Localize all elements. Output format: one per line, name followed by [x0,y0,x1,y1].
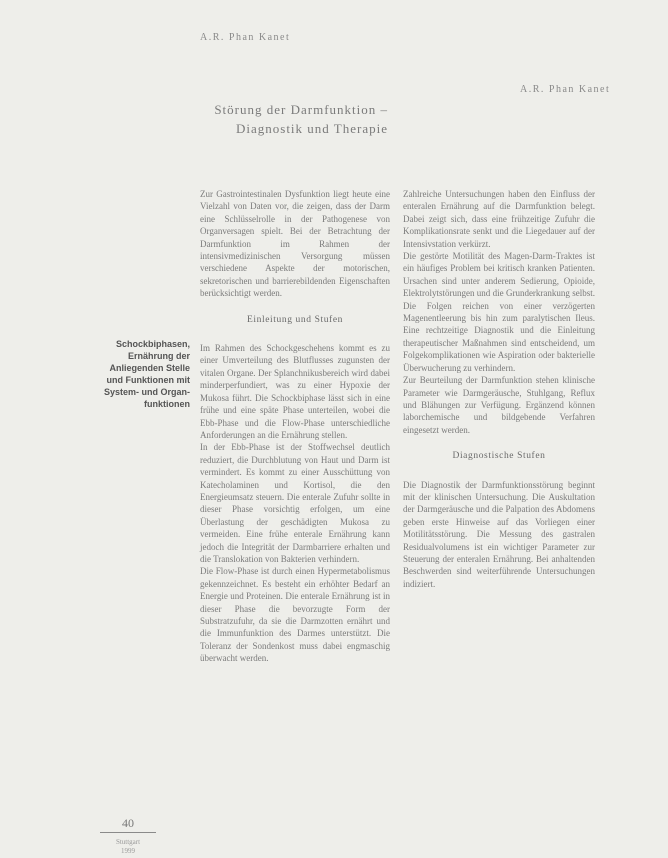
title-line-1: Störung der Darmfunktion – [214,102,388,117]
right-body-paragraph-2: Die gestörte Motilität des Magen-Darm-Traktes ist ein häufiges Problem bei kritisch kranken Patienten. Ursachen sind unter anderem Sedierung, Opioide, Elektrolytstörungen und die Grunderkrankung selbst. Die Folgen reichen von einer verzögerten Magenentleerung bis hin zum paralytischen Ileus. Eine rechtzeitige Diagnostik und die Einleitung therapeutischer Maßnahmen sind entscheidend, um Folgekomplikationen wie Aspiration oder bakterielle Überwucherung zu verhindern. [403,251,595,373]
right-body-paragraph-1: Zahlreiche Untersuchungen haben den Einfluss der enteralen Ernährung auf die Darmfunktion belegt. Dabei zeigt sich, dass eine frühzeitige Zufuhr die Komplikationsrate senkt und die Liegedauer auf der Intensivstation verkürzt. [403,189,595,249]
footer-info [100,838,156,856]
left-body-paragraph-2: In der Ebb-Phase ist der Stoffwechsel deutlich reduziert, die Durchblutung von Haut und Darm ist vermindert. Es kommt zu einer Ausschüttung von Katecholaminen und Kortisol, die den Energieumsatz steuern. Die enterale Zufuhr sollte in dieser Phase vorsichtig erfolgen, um eine Überlastung der geschädigten Mukosa zu vermeiden. Eine frühe enterale Ernährung kann jedoch die Integrität der Darmbarriere erhalten und die Translokation von Bakterien verhindern. [200,442,390,564]
left-intro-paragraph: Zur Gastrointestinalen Dysfunktion liegt heute eine Vielzahl von Daten vor, die zeigen, dass der Darm eine Schlüsselrolle in der Pathogenese von Organversagen spielt. Bei der Betrachtung der Darmfunktion im Rahmen der intensivmedizinischen Versorgung müssen verschiedene Aspekte der motorischen, sekretorischen und barrierebildenden Eigenschaften berücksichtigt werden. [200,189,390,299]
author-name: A.R. Phan Kanet [520,84,611,95]
left-body-paragraph-3: Die Flow-Phase ist durch einen Hypermetabolismus gekennzeichnet. Es besteht ein erhöhter Bedarf an Energie und Proteinen. Die enterale Ernährung ist in dieser Phase die bevorzugte Form der Substratzufuhr, da sie die Darmzotten ernährt und die Immunfunktion des Darmes unterstützt. Die Toleranz der Sondenkost muss dabei engmaschig überwacht werden. [200,566,390,664]
right-body-paragraph-3: Zur Beurteilung der Darmfunktion stehen klinische Parameter wie Darmgeräusche, Stuhlgang, Reflux und Blähungen zur Verfügung. Ergänzend können laborchemische und bildgebende Verfahren eingesetzt werden. [403,375,595,435]
running-head: A.R. Phan Kanet [200,32,291,43]
page-number: 40 [122,816,134,830]
section-heading-right: Diagnostische Stufen [452,451,546,462]
title-line-2: Diagnostik und Therapie [235,121,388,136]
right-body-paragraph-4: Die Diagnostik der Darmfunktionsstörung beginnt mit der klinischen Untersuchung. Die Auskultation der Darmgeräusche und die Palpation des Abdomens geben erste Hinweise auf das Vorliegen einer Motilitätsstörung. Die Messung des gastralen Residualvolumens ist ein wichtiger Parameter zur Steuerung der enteralen Ernährung. Bei anhaltenden Beschwerden sind weiterführende Untersuchungen indiziert. [403,479,595,589]
left-column [200,188,390,665]
footer-line-1: Stuttgart [115,838,141,846]
margin-note: Schockbiphasen, Ernährung der Anliegenden Stelle und Funktionen mit System- und Organfunktionen [103,339,190,409]
article-title [168,100,388,138]
left-body-paragraph-1: Im Rahmen des Schockgeschehens kommt es zu einer Umverteilung des Blutflusses zugunsten der vitalen Organe. Der Splanchnikusbereich wird dabei minderperfundiert, was zu einer Hypoxie der Mukosa führt. Die Schockbiphase lässt sich in eine frühe und eine späte Phase unterteilen, wobei die Ebb-Phase und die Flow-Phase unterschiedliche Anforderungen an die Ernährung stellen. [200,343,390,440]
footer-rule [100,832,156,833]
footer-line-2: 1999 [121,847,135,855]
right-column [403,188,595,590]
section-heading-left: Einleitung und Stufen [247,314,343,325]
